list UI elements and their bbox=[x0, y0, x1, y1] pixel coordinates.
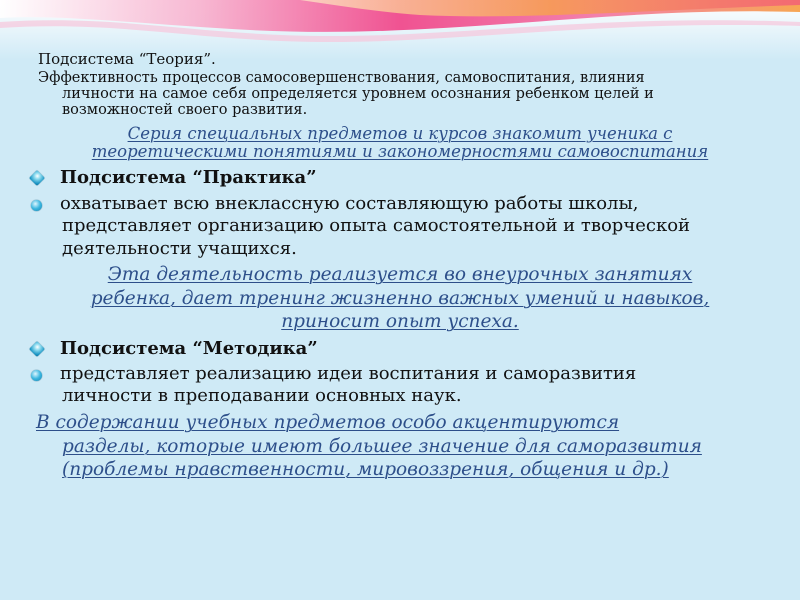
theory-body-line-3: возможностей своего развития. bbox=[62, 102, 308, 118]
method-title: Подсистема “Методика” bbox=[60, 338, 318, 359]
theory-title: Подсистема “Теория”. bbox=[38, 50, 216, 68]
method-italic-line-3: (проблемы нравственности, мировоззрения, общения и др.) bbox=[62, 459, 669, 480]
method-italic-line-2: разделы, которые имеют большее значение для саморазвития bbox=[62, 436, 702, 457]
bullet-icon bbox=[29, 170, 45, 186]
method-title-row bbox=[30, 338, 318, 359]
practice-body-line-3: деятельности учащихся. bbox=[62, 238, 297, 259]
practice-italic-line-3: приносит опыт успеха. bbox=[281, 311, 519, 332]
practice-italic-line-1: Эта деятельность реализуется во внеурочных занятиях bbox=[107, 264, 693, 285]
theory-body-line-1: Эффективность процессов самосовершенствования, самовоспитания, влияния bbox=[38, 70, 645, 86]
practice-title: Подсистема “Практика” bbox=[60, 167, 317, 188]
theory-body-line-2: личности на самое себя определяется уровнем осознания ребенком целей и bbox=[62, 86, 654, 102]
practice-body-line-1: охватывает всю внеклассную составляющую работы школы, bbox=[60, 193, 639, 214]
theory-italic-line-2: теоретическими понятиями и закономерностями самовоспитания bbox=[91, 142, 709, 161]
method-italic-line-1: В содержании учебных предметов особо акцентируются bbox=[36, 412, 620, 433]
method-body-line-2: личности в преподавании основных наук. bbox=[62, 385, 462, 406]
practice-body-row bbox=[30, 193, 639, 214]
bullet-icon bbox=[29, 341, 45, 357]
method-body-line-1: представляет реализацию идеи воспитания и саморазвития bbox=[60, 363, 637, 384]
practice-title-row bbox=[30, 167, 317, 188]
bullet-dot-icon bbox=[31, 370, 42, 381]
bullet-dot-icon bbox=[31, 200, 42, 211]
theory-italic-line-1: Серия специальных предметов и курсов знакомит ученика с bbox=[127, 124, 673, 143]
practice-italic-line-2: ребенка, дает тренинг жизненно важных умений и навыков, bbox=[90, 288, 710, 309]
practice-body-line-2: представляет организацию опыта самостоятельной и творческой bbox=[62, 215, 691, 236]
method-body-row bbox=[30, 363, 636, 384]
